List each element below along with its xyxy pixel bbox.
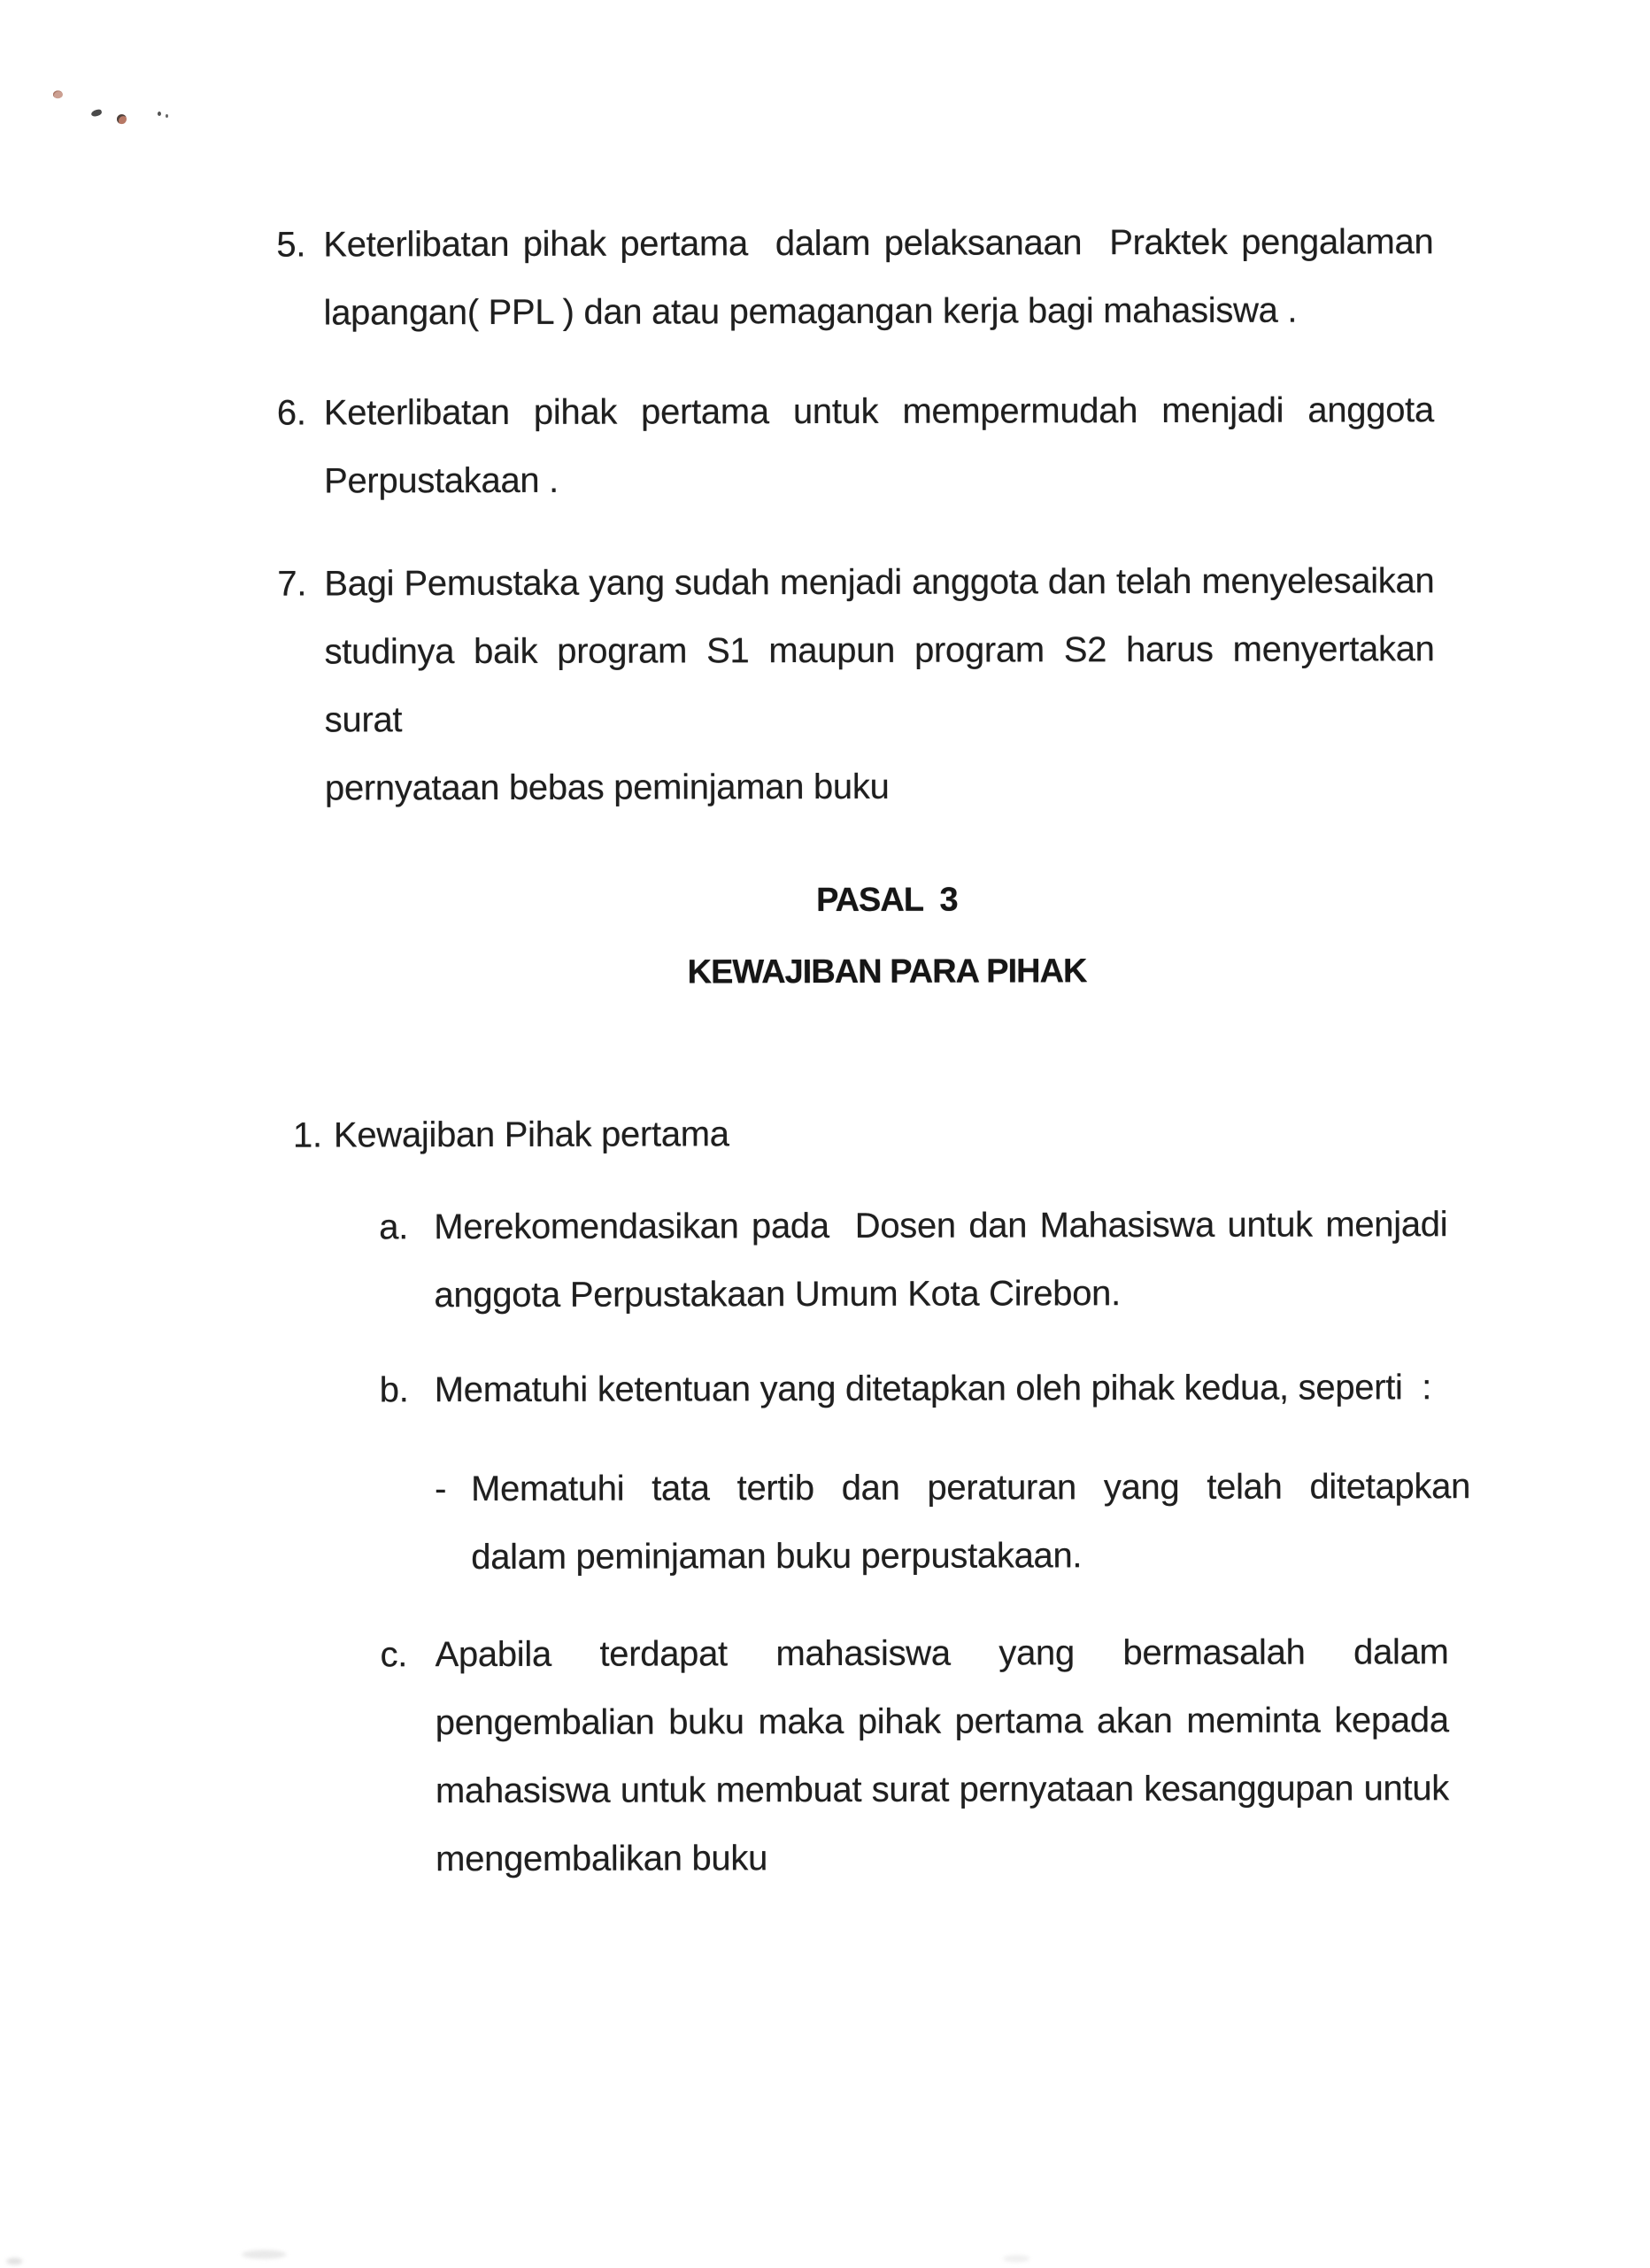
sub-item-letter: b. — [379, 1370, 409, 1410]
clause-number: 1. — [292, 1115, 322, 1155]
scan-speck — [166, 114, 168, 118]
paragraph-line: mahasiswa untuk membuat surat pernyataan kesanggupan untuk — [435, 1769, 1449, 1811]
paragraph-line: pengembalian buku maka pihak pertama akan meminta kepada — [435, 1701, 1449, 1743]
scan-smudge — [1003, 2255, 1029, 2262]
paragraph-line: Merekomendasikan pada Dosen dan Mahasiswa untuk menjadi — [434, 1205, 1448, 1247]
sub-item-b — [380, 1354, 1448, 1424]
sub-item-text — [435, 1354, 1448, 1424]
section-subtitle: KEWAJIBAN PARA PIHAK — [687, 953, 1087, 991]
scan-speck — [158, 112, 161, 116]
paragraph-line: Apabila terdapat mahasiswa yang bermasalah dalam — [435, 1632, 1449, 1675]
paragraph-line: Perpustakaan . — [324, 460, 559, 501]
paragraph-line: studinya baik program S1 maupun program S2 harus menyertakan surat — [324, 629, 1445, 740]
paragraph-line: pernyataan bebas peminjaman buku — [324, 767, 890, 808]
paragraph-line: Bagi Pemustaka yang sudah menjadi anggota dan telah menyelesaikan — [324, 561, 1435, 604]
scan-speck — [53, 90, 63, 98]
list-item-number: 5. — [276, 225, 306, 265]
list-item-5 — [276, 208, 1433, 347]
section-title: PASAL 3 — [815, 881, 958, 920]
sub-item-c — [380, 1618, 1449, 1894]
sub-item-letter: a. — [379, 1207, 409, 1247]
paragraph-line: anggota Perpustakaan Umum Kota Cirebon. — [434, 1274, 1121, 1315]
paragraph-line: Keterlibatan pihak pertama untuk mempermudah menjadi anggota — [323, 390, 1434, 433]
clause-title — [334, 1099, 1484, 1169]
clause-item-1 — [293, 1099, 1484, 1170]
list-item-text — [323, 208, 1433, 347]
scan-smudge — [242, 2250, 286, 2259]
paragraph-line: mengembalikan buku — [436, 1839, 768, 1879]
paragraph-line: Keterlibatan pihak pertama dalam pelaksanaan Praktek pengalaman — [323, 222, 1434, 265]
list-item-number: 7. — [277, 564, 307, 604]
sub-item-letter: c. — [380, 1635, 408, 1675]
list-item-6 — [277, 376, 1434, 515]
sub-item-dash — [435, 1453, 1470, 1592]
dash-bullet: - — [434, 1470, 447, 1509]
paragraph-line: Mematuhi ketentuan yang ditetapkan oleh pihak kedua, seperti : — [434, 1368, 1432, 1410]
paragraph-line: dalam peminjaman buku perpustakaan. — [471, 1536, 1083, 1578]
sub-item-text — [471, 1453, 1470, 1592]
sub-item-a — [379, 1191, 1447, 1330]
paragraph-line: Kewajiban Pihak pertama — [333, 1115, 729, 1155]
list-item-text — [324, 376, 1434, 515]
paragraph-line: lapangan( PPL ) dan atau pemagangan kerja bagi mahasiswa . — [323, 290, 1298, 333]
list-item-number: 6. — [276, 393, 306, 433]
scan-smudge — [6, 2257, 22, 2264]
list-item-7 — [277, 547, 1445, 822]
sub-item-text — [435, 1618, 1449, 1894]
sub-item-text — [434, 1191, 1447, 1330]
scan-speck — [90, 109, 102, 118]
list-item-text — [324, 547, 1445, 822]
scan-speck — [117, 114, 127, 124]
paragraph-line: Mematuhi tata tertib dan peraturan yang telah ditetapkan — [470, 1467, 1471, 1509]
